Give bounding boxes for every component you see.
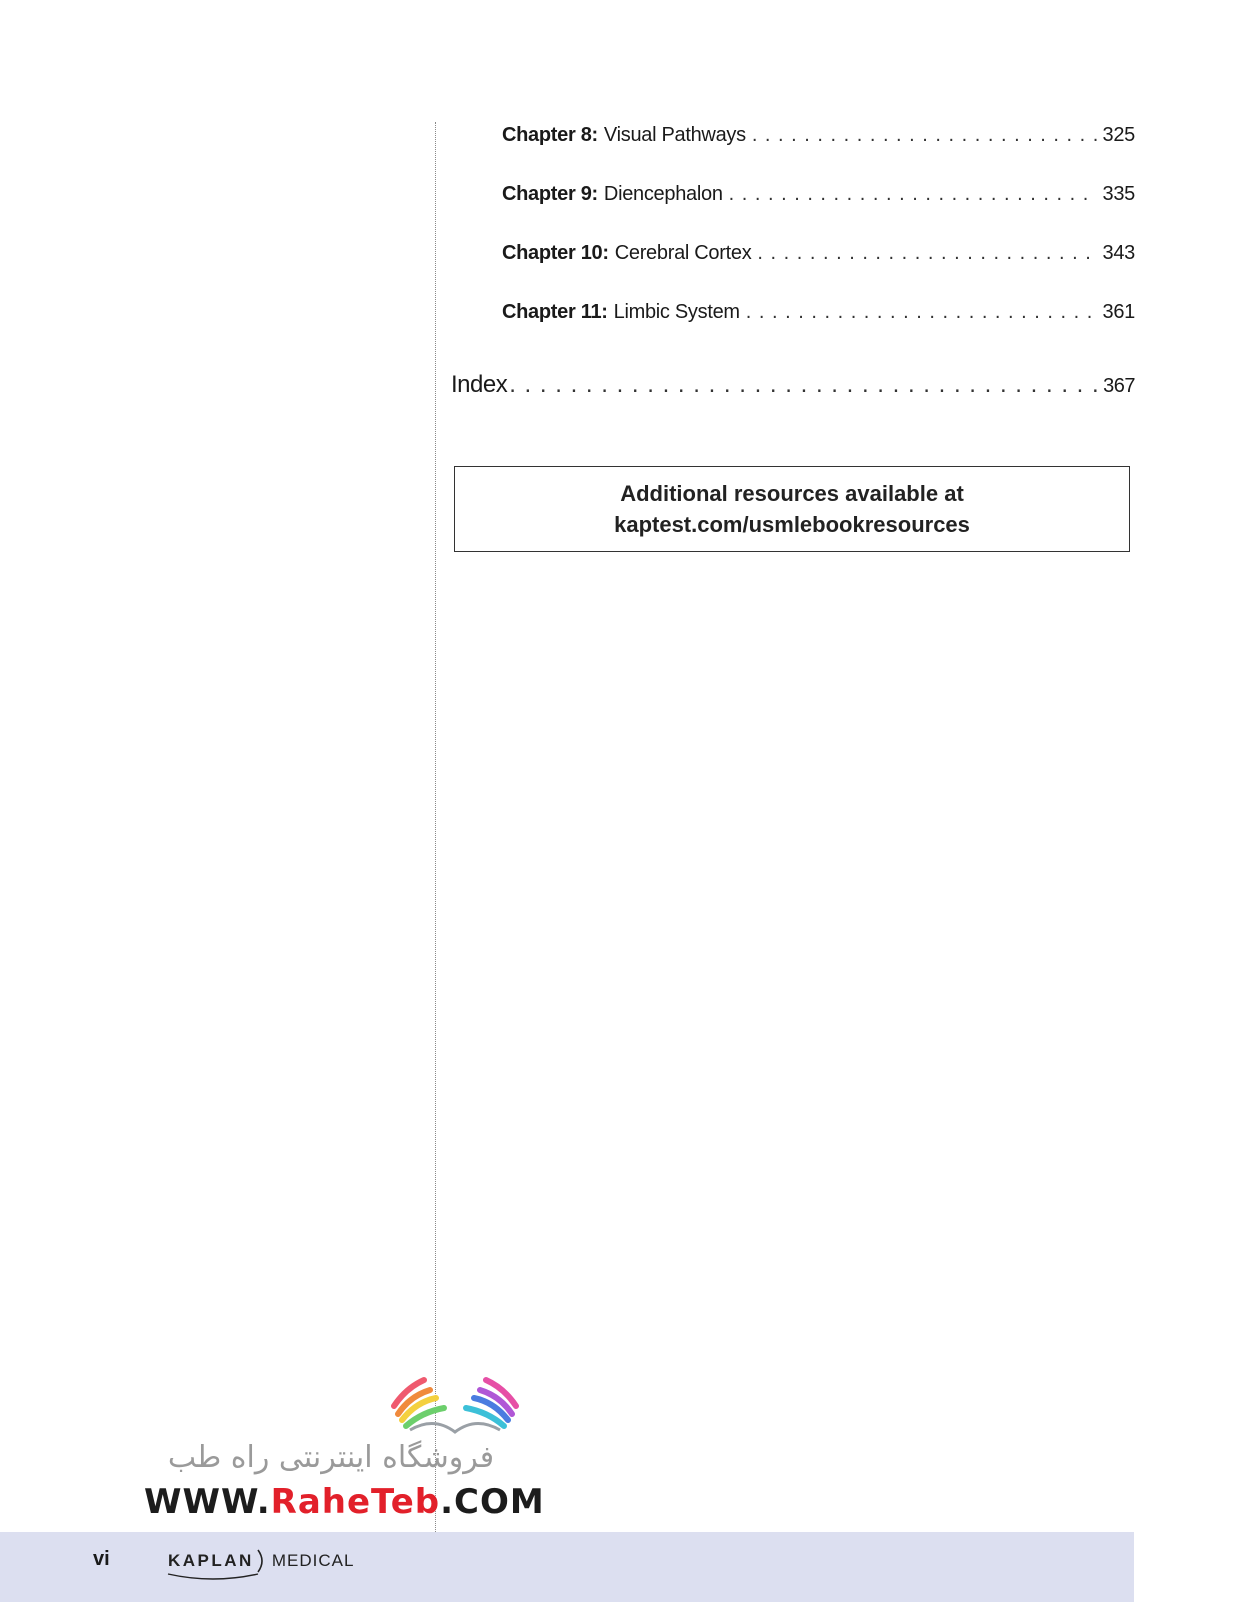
resources-link[interactable]: kaptest.com/usmlebookresources	[614, 512, 970, 537]
toc-entry-chapter-8[interactable]	[502, 124, 1135, 147]
watermark-persian-text: فروشگاه اینترنتی راه طب	[167, 1440, 495, 1475]
chapter-title: Limbic System	[613, 301, 740, 323]
toc-entry-chapter-11[interactable]	[502, 301, 1135, 324]
chapter-label: Chapter 11:	[502, 301, 608, 323]
chapter-label: Chapter 9:	[502, 183, 598, 205]
toc-entry-chapter-10[interactable]	[502, 242, 1135, 265]
page-number: 343	[1102, 242, 1135, 264]
chapter-title: Diencephalon	[603, 183, 723, 205]
chapter-label: Chapter 8:	[502, 124, 598, 146]
page-number: 367	[1103, 375, 1135, 397]
dot-leader	[752, 124, 1097, 147]
toc-entry-index[interactable]	[451, 371, 1135, 399]
index-title: Index	[451, 371, 508, 398]
dot-leader	[509, 371, 1097, 399]
additional-resources-box	[454, 466, 1130, 552]
dot-leader	[757, 242, 1096, 265]
watermark-url: WWW.RaheTeb.COM	[144, 1482, 545, 1522]
page-number: 325	[1102, 124, 1135, 146]
brand-name: KAPLAN	[168, 1551, 254, 1570]
page-number: 361	[1102, 301, 1135, 323]
page-footer	[0, 1532, 1134, 1602]
dotted-column-divider	[435, 122, 436, 1562]
brand-suffix: MEDICAL	[271, 1551, 355, 1570]
chapter-label: Chapter 10:	[502, 242, 609, 264]
kaplan-medical-logo	[168, 1548, 354, 1574]
page-number: 335	[1102, 183, 1135, 205]
chapter-title: Cerebral Cortex	[614, 242, 752, 264]
dot-leader	[729, 183, 1097, 206]
open-book-icon	[390, 1368, 520, 1438]
logo-underline-swoosh	[166, 1572, 260, 1582]
chapter-title: Visual Pathways	[603, 124, 746, 146]
dot-leader	[746, 301, 1097, 324]
page-folio: vi	[93, 1548, 110, 1570]
watermark	[140, 1368, 545, 1528]
resources-line-1: Additional resources available at	[620, 481, 964, 506]
toc-entry-chapter-9[interactable]	[502, 183, 1135, 206]
logo-swoosh-icon	[256, 1548, 266, 1574]
